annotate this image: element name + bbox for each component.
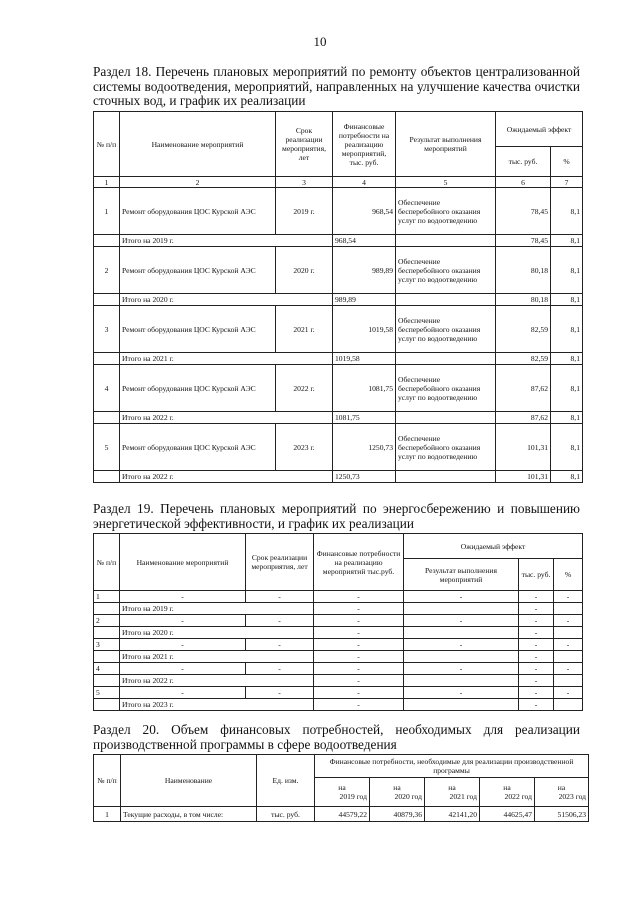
header-term: Срок реализации мероприятия, лет <box>276 112 333 177</box>
header-financial-needs: Финансовые потребности, необходимые для реализации производственной программы <box>315 755 589 778</box>
expected-effect-percent: 8,1 <box>551 306 583 353</box>
empty-cell <box>404 651 519 663</box>
total-financial-needs: 989,89 <box>333 294 396 306</box>
expected-effect-percent: - <box>554 639 583 651</box>
expected-effect-value: 87,62 <box>496 365 551 412</box>
header-unit: Ед. изм. <box>257 755 315 807</box>
activity-result: Обеспечение бесперебойного оказания услуг по водоотведению <box>396 424 496 471</box>
total-label: Итого на 2020 г. <box>120 627 314 639</box>
total-label: Итого на 2023 г. <box>120 699 314 711</box>
column-number: 4 <box>333 177 396 188</box>
year-prefix: на <box>448 783 456 792</box>
unit: тыс. руб. <box>257 807 315 822</box>
total-row <box>94 699 583 711</box>
activity-name: Ремонт оборудования ЦОС Курской АЭС <box>120 365 276 412</box>
empty-cell <box>94 353 120 365</box>
empty-cell <box>404 627 519 639</box>
total-label: Итого на 2022 г. <box>120 675 314 687</box>
page-number: 10 <box>313 34 327 49</box>
activity-name: Ремонт оборудования ЦОС Курской АЭС <box>120 188 276 235</box>
year-prefix: на <box>557 783 566 792</box>
total-effect-value: 87,62 <box>496 412 551 424</box>
header-result: Результат выполнения мероприятий <box>396 112 496 177</box>
activity-name: Ремонт оборудования ЦОС Курской АЭС <box>120 306 276 353</box>
column-number: 2 <box>120 177 276 188</box>
total-row <box>94 627 583 639</box>
total-row <box>94 412 583 424</box>
row-number: 2 <box>94 615 120 627</box>
activity-result: - <box>404 663 519 675</box>
total-label: Итого на 2021 г. <box>120 353 333 365</box>
total-effect-value: 101,31 <box>496 471 551 483</box>
total-financial-needs: 968,54 <box>333 235 396 247</box>
section-19-table <box>93 533 583 711</box>
total-effect-percent: 8,1 <box>551 471 583 483</box>
row-number: 3 <box>94 639 120 651</box>
expected-effect-percent: - <box>554 591 583 603</box>
header-number: № п/п <box>94 755 121 807</box>
empty-cell <box>94 699 120 711</box>
total-financial-needs: 1081,75 <box>333 412 396 424</box>
total-row <box>94 675 583 687</box>
row-number: 1 <box>94 807 121 822</box>
implementation-year: - <box>246 615 314 627</box>
row-number: 5 <box>94 424 120 471</box>
total-financial-needs: - <box>314 675 404 687</box>
expected-effect-value: - <box>519 639 554 651</box>
total-row <box>94 603 583 615</box>
expected-effect-value: - <box>519 687 554 699</box>
total-effect-value: - <box>519 627 554 639</box>
header-thousand-rub: тыс. руб. <box>496 147 551 177</box>
total-row <box>94 353 583 365</box>
total-effect-value: 80,18 <box>496 294 551 306</box>
financial-needs: - <box>314 687 404 699</box>
total-label: Итого на 2020 г. <box>120 294 333 306</box>
empty-cell <box>554 699 583 711</box>
header-thousand-rub: тыс. руб. <box>519 559 554 591</box>
implementation-year: 2021 г. <box>276 306 333 353</box>
table-row <box>94 639 583 651</box>
empty-cell <box>404 675 519 687</box>
year-prefix: на <box>393 783 401 792</box>
activity-name: - <box>120 591 246 603</box>
empty-cell <box>94 412 120 424</box>
total-row <box>94 651 583 663</box>
total-effect-percent: 8,1 <box>551 235 583 247</box>
financial-needs: 1250,73 <box>333 424 396 471</box>
empty-cell <box>94 651 120 663</box>
row-number: 5 <box>94 687 120 699</box>
total-label: Итого на 2019 г. <box>120 603 314 615</box>
section-18-table <box>93 111 583 483</box>
empty-cell <box>94 471 120 483</box>
implementation-year: - <box>246 591 314 603</box>
year-header <box>535 778 589 807</box>
empty-cell <box>554 627 583 639</box>
total-row <box>94 235 583 247</box>
expected-effect-value: - <box>519 591 554 603</box>
expected-effect-percent: - <box>554 687 583 699</box>
activity-result: Обеспечение бесперебойного оказания услуг по водоотведению <box>396 247 496 294</box>
financial-needs: 1081,75 <box>333 365 396 412</box>
header-name: Наименование мероприятий <box>120 534 246 591</box>
implementation-year: 2023 г. <box>276 424 333 471</box>
activity-name: - <box>120 687 246 699</box>
total-effect-value: - <box>519 699 554 711</box>
financial-needs: - <box>314 663 404 675</box>
total-financial-needs: - <box>314 603 404 615</box>
activity-name: Ремонт оборудования ЦОС Курской АЭС <box>120 424 276 471</box>
expected-effect-percent: 8,1 <box>551 365 583 412</box>
total-effect-percent: 8,1 <box>551 294 583 306</box>
total-row <box>94 471 583 483</box>
activity-result: Обеспечение бесперебойного оказания услуг по водоотведению <box>396 365 496 412</box>
activity-name: - <box>120 663 246 675</box>
expected-effect-value: - <box>519 615 554 627</box>
activity-result: - <box>404 687 519 699</box>
expected-effect-value: - <box>519 663 554 675</box>
total-financial-needs: - <box>314 651 404 663</box>
empty-cell <box>404 603 519 615</box>
column-number: 3 <box>276 177 333 188</box>
expected-effect-percent: 8,1 <box>551 188 583 235</box>
header-name: Наименование мероприятий <box>120 112 276 177</box>
year-value: 44625,47 <box>480 807 535 822</box>
implementation-year: 2020 г. <box>276 247 333 294</box>
total-financial-needs: - <box>314 627 404 639</box>
year-value: 40879,36 <box>370 807 425 822</box>
expected-effect-percent: 8,1 <box>551 424 583 471</box>
table-row <box>94 365 583 412</box>
header-term: Срок реализации мероприятия, лет <box>246 534 314 591</box>
item-name: Текущие расходы, в том числе: <box>121 807 257 822</box>
table-row <box>94 306 583 353</box>
year-label: 2023 год <box>558 792 587 801</box>
year-label: 2019 год <box>339 792 367 801</box>
financial-needs: 968,54 <box>333 188 396 235</box>
year-prefix: на <box>338 783 346 792</box>
expected-effect-percent: - <box>554 615 583 627</box>
year-value: 42141,20 <box>425 807 480 822</box>
activity-name: - <box>120 639 246 651</box>
empty-cell <box>396 471 496 483</box>
year-header <box>425 778 480 807</box>
total-financial-needs: - <box>314 699 404 711</box>
header-financial-needs: Финансовые потребности на реализацию мероприятий тыс.руб. <box>314 534 404 591</box>
total-effect-value: 82,59 <box>496 353 551 365</box>
activity-result: - <box>404 639 519 651</box>
section-20-title: Раздел 20. Объем финансовых потребностей, необходимых для реализации производственной программы в сфере водоотведения <box>93 722 580 752</box>
table-row <box>94 188 583 235</box>
total-label: Итого на 2021 г. <box>120 651 314 663</box>
column-number: 5 <box>396 177 496 188</box>
year-value: 51506,23 <box>535 807 589 822</box>
row-number: 4 <box>94 365 120 412</box>
header-expected-effect: Ожидаемый эффект <box>496 112 583 147</box>
column-number: 7 <box>551 177 583 188</box>
section-19-title: Раздел 19. Перечень плановых мероприятий по энергосбережению и повышению энергетической эффективности, и график их реализации <box>93 501 580 531</box>
activity-result: Обеспечение бесперебойного оказания услуг по водоотведению <box>396 306 496 353</box>
year-header <box>480 778 535 807</box>
expected-effect-percent: 8,1 <box>551 247 583 294</box>
empty-cell <box>554 651 583 663</box>
year-prefix: на <box>503 783 511 792</box>
row-number: 1 <box>94 591 120 603</box>
year-header <box>370 778 425 807</box>
column-number: 6 <box>496 177 551 188</box>
financial-needs: - <box>314 591 404 603</box>
implementation-year: - <box>246 639 314 651</box>
total-label: Итого на 2019 г. <box>120 235 333 247</box>
activity-name: Ремонт оборудования ЦОС Курской АЭС <box>120 247 276 294</box>
header-number: № п/п <box>94 534 120 591</box>
implementation-year: 2022 г. <box>276 365 333 412</box>
empty-cell <box>396 353 496 365</box>
implementation-year: 2019 г. <box>276 188 333 235</box>
total-label: Итого на 2022 г. <box>120 412 333 424</box>
financial-needs: - <box>314 639 404 651</box>
row-number: 4 <box>94 663 120 675</box>
implementation-year: - <box>246 687 314 699</box>
column-number: 1 <box>94 177 120 188</box>
year-header <box>315 778 370 807</box>
total-effect-value: 78,45 <box>496 235 551 247</box>
empty-cell <box>396 235 496 247</box>
header-expected-effect: Ожидаемый эффект <box>404 534 583 559</box>
header-percent: % <box>551 147 583 177</box>
total-effect-percent: 8,1 <box>551 412 583 424</box>
financial-needs: 1019,58 <box>333 306 396 353</box>
total-effect-percent: 8,1 <box>551 353 583 365</box>
table-row <box>94 615 583 627</box>
empty-cell <box>554 603 583 615</box>
header-financial-needs: Финансовые потребности на реализацию мероприятий, тыс. руб. <box>333 112 396 177</box>
table-row <box>94 247 583 294</box>
row-number: 3 <box>94 306 120 353</box>
financial-needs: 989,89 <box>333 247 396 294</box>
empty-cell <box>94 675 120 687</box>
empty-cell <box>94 603 120 615</box>
total-financial-needs: 1019,58 <box>333 353 396 365</box>
empty-cell <box>94 627 120 639</box>
expected-effect-value: 82,59 <box>496 306 551 353</box>
activity-result: - <box>404 615 519 627</box>
year-label: 2022 год <box>504 792 532 801</box>
header-percent: % <box>554 559 583 591</box>
year-label: 2021 год <box>449 792 477 801</box>
header-number: № п/п <box>94 112 120 177</box>
expected-effect-value: 78,45 <box>496 188 551 235</box>
empty-cell <box>94 294 120 306</box>
empty-cell <box>554 675 583 687</box>
header-result: Результат выполнения мероприятий <box>404 559 519 591</box>
total-row <box>94 294 583 306</box>
financial-needs: - <box>314 615 404 627</box>
empty-cell <box>94 235 120 247</box>
row-number: 2 <box>94 247 120 294</box>
total-financial-needs: 1250,73 <box>333 471 396 483</box>
table-row <box>94 591 583 603</box>
empty-cell <box>396 294 496 306</box>
section-20-table <box>93 754 589 822</box>
year-value: 44579,22 <box>315 807 370 822</box>
table-row <box>94 424 583 471</box>
total-effect-value: - <box>519 675 554 687</box>
total-effect-value: - <box>519 603 554 615</box>
table-row <box>94 687 583 699</box>
table-row <box>94 807 589 822</box>
expected-effect-value: 101,31 <box>496 424 551 471</box>
activity-result: Обеспечение бесперебойного оказания услуг по водоотведению <box>396 188 496 235</box>
total-label: Итого на 2022 г. <box>120 471 333 483</box>
empty-cell <box>404 699 519 711</box>
expected-effect-value: 80,18 <box>496 247 551 294</box>
empty-cell <box>396 412 496 424</box>
section-18-title: Раздел 18. Перечень плановых мероприятий по ремонту объектов централизованной системы водоотведения, мероприятий, направленных на улучшение качества очистки сточных вод, и график их реализации <box>93 64 580 108</box>
header-name: Наименование <box>121 755 257 807</box>
activity-name: - <box>120 615 246 627</box>
table-row <box>94 663 583 675</box>
implementation-year: - <box>246 663 314 675</box>
expected-effect-percent: - <box>554 663 583 675</box>
activity-result: - <box>404 591 519 603</box>
total-effect-value: - <box>519 651 554 663</box>
year-label: 2020 год <box>394 792 422 801</box>
row-number: 1 <box>94 188 120 235</box>
